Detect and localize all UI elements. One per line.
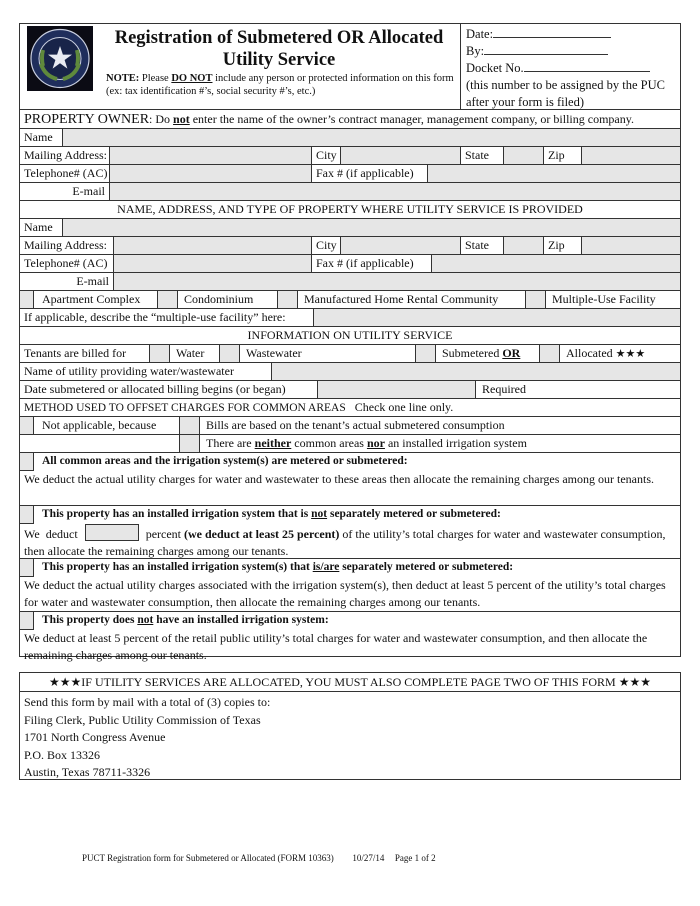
mailing-notice-box [19,672,681,780]
puc-seal-logo [27,26,93,91]
not-applicable-row-1 [20,417,680,435]
form-title [98,27,460,71]
mail-line: Filing Clerk, Public Utility Commission of Texas [24,712,261,727]
property-zip-input[interactable] [582,237,680,254]
owner-mailing-row [20,147,680,165]
property-name-row [20,219,680,237]
owner-name-label: Name [20,129,63,146]
option-not-metered-checkbox[interactable] [20,506,34,524]
opt3-title-u: is/are [312,561,340,573]
option-metered-title-row [20,453,680,471]
texas-star-seal-icon [27,26,93,91]
condominium-checkbox[interactable] [158,291,178,308]
owner-mailing-label: Mailing Address: [20,147,110,164]
date-field[interactable] [493,26,611,38]
footer-date: 10/27/14 [352,853,385,863]
docket-field[interactable] [524,60,650,72]
owner-name-input[interactable] [63,129,680,146]
privacy-note [106,72,462,98]
docket-note: (this number to be assigned by the PUC after your form is filed) [466,78,665,109]
owner-email-row [20,183,680,201]
owner-city-input[interactable] [341,147,461,164]
allocated-checkbox[interactable] [540,345,560,362]
opt2-body-post: of the utility’s total charges for water and wastewater consumption, then allocate the remaining charges among our tenants. [24,527,666,558]
note-please: Please [141,73,169,84]
by-line [466,43,675,60]
opt2-body-mid: percent [145,527,181,541]
property-email-row [20,273,680,291]
by-field[interactable] [484,43,608,55]
property-phone-label: Telephone# (AC) [20,255,114,272]
owner-heading-note-post: enter the name of the owner’s contract manager, management company, or billing company. [189,112,634,126]
submetered-text: Submetered [442,346,500,360]
by-label: By: [466,44,485,58]
property-name-input[interactable] [63,219,680,236]
owner-phone-label: Telephone# (AC) [20,165,110,182]
wastewater-label: Wastewater [240,345,416,362]
method-instruction: Check one line only. [354,400,454,414]
owner-heading-note-pre: : Do [149,112,174,126]
property-zip-label: Zip [544,237,582,254]
method-heading-row [20,399,680,417]
allocated-label [560,345,680,362]
not-applicable-label: Not applicable, because [34,417,180,434]
option-metered-title: All common areas and the irrigation system(s) are metered or submetered: [42,455,408,467]
reason2-nor: nor [366,436,385,450]
property-fax-input[interactable] [432,255,680,272]
owner-fax-input[interactable] [428,165,680,182]
utility-provider-row [20,363,680,381]
docket-line [466,60,675,77]
footer-form-name: PUCT Registration form for Submetered or Allocated (FORM 10363) [82,853,334,863]
opt2-body-pre: We deduct [24,527,78,541]
property-phone-input[interactable] [114,255,312,272]
date-line [466,26,675,43]
owner-zip-input[interactable] [582,147,680,164]
option-metered-checkbox[interactable] [20,453,34,471]
utility-heading-row [20,327,680,345]
opt4-title-pre: This property does [42,614,138,626]
owner-phone-input[interactable] [110,165,312,182]
billed-for-row [20,345,680,363]
property-city-input[interactable] [341,237,461,254]
opt2-title-post: separately metered or submetered: [327,508,501,520]
water-checkbox[interactable] [150,345,170,362]
owner-email-label: E-mail [20,183,110,200]
opt2-title-pre: This property has an installed irrigation system that is [42,508,312,520]
owner-state-label: State [461,147,504,164]
billing-begin-label: Date submetered or allocated billing begins (or began) [20,381,318,398]
reason2-pre: There are [206,436,255,450]
mail-line: Send this form by mail with a total of (3) copies to: [24,695,271,709]
property-email-input[interactable] [114,273,680,290]
opt4-title-u: not [137,614,154,626]
property-state-label: State [461,237,504,254]
multi-use-describe-row [20,309,680,327]
deduct-percent-input[interactable] [85,524,139,541]
option-separately-metered-title-row [20,559,680,577]
owner-email-input[interactable] [110,183,680,200]
property-mailing-row [20,237,680,255]
page-footer [82,853,436,863]
submetered-label [436,345,540,362]
required-label: Required [482,382,526,396]
reason2-post: an installed irrigation system [384,436,527,450]
note-do-not: DO NOT [171,73,213,84]
property-name-label: Name [20,219,63,236]
or-text: OR [502,346,521,360]
property-heading: NAME, ADDRESS, AND TYPE OF PROPERTY WHERE UTILITY SERVICE IS PROVIDED [117,202,583,216]
opt4-title-post: have an installed irrigation system: [153,614,329,626]
wastewater-checkbox[interactable] [220,345,240,362]
owner-name-row [20,129,680,147]
owner-city-label: City [312,147,341,164]
not-applicable-row-2 [20,435,680,453]
note-prefix: NOTE: [106,73,140,84]
multiple-use-facility-label: Multiple-Use Facility [552,292,656,306]
manufactured-home-checkbox[interactable] [278,291,298,308]
allocated-text: Allocated [566,346,613,360]
option-not-metered-title [34,506,680,524]
form-title-line1: Registration of Submetered OR Allocated [114,28,444,48]
submetered-checkbox[interactable] [416,345,436,362]
form-header [19,23,461,110]
not-applicable-spacer [20,435,180,452]
property-phone-row [20,255,680,273]
owner-heading-row [20,110,680,129]
owner-heading-note-not: not [173,112,190,126]
option-separately-metered-checkbox[interactable] [20,559,34,577]
docket-label: Docket No. [466,61,524,75]
billing-begin-input[interactable] [318,381,476,398]
owner-heading [20,110,680,128]
apartment-complex-label: Apartment Complex [34,291,158,308]
note-rest: include any person or protected information on this form (ex: tax identification #’s, social security #’s, etc.) [106,73,454,97]
allocated-warning-banner: ★★★IF UTILITY SERVICES ARE ALLOCATED, YOU MUST ALSO COMPLETE PAGE TWO OF THIS FORM ★★★ [20,673,680,692]
property-email-label: E-mail [20,273,114,290]
option-no-irrigation-title [34,612,680,630]
date-label: Date: [466,27,494,41]
option-metered-body: We deduct the actual utility charges for water and wastewater to these areas then allocate the remaining charges among our tenants. [20,471,680,506]
mail-line: 1701 North Congress Avenue [24,730,166,744]
billed-for-label: Tenants are billed for [20,345,150,362]
water-label: Water [170,345,220,362]
office-use-box [460,23,681,110]
main-form [19,109,681,662]
property-mailing-input[interactable] [114,237,312,254]
method-heading-title: METHOD USED TO OFFSET CHARGES FOR COMMON AREAS [24,402,346,414]
property-state-input[interactable] [504,237,544,254]
mail-line: P.O. Box 13326 [24,747,101,762]
property-fax-label: Fax # (if applicable) [312,255,432,272]
submetered-consumption-label: Bills are based on the tenant’s actual submetered consumption [206,418,505,432]
form-title-line2: Utility Service [222,50,336,70]
apartment-complex-checkbox[interactable] [20,291,34,308]
owner-state-input[interactable] [504,147,544,164]
opt2-title-u: not [311,508,328,520]
reason2-mid: common areas [291,436,367,450]
option-no-irrigation-checkbox[interactable] [20,612,34,630]
option-no-irrigation-title-row [20,612,680,630]
multi-use-describe-label: If applicable, describe the “multiple-use facility” here: [20,309,314,326]
condominium-label: Condominium [178,291,278,308]
not-applicable-checkbox[interactable] [20,417,34,434]
property-type-row [20,291,680,309]
utility-heading: INFORMATION ON UTILITY SERVICE [247,328,453,342]
utility-provider-label: Name of utility providing water/wastewater [20,363,272,380]
submetered-consumption-checkbox[interactable] [180,417,200,434]
star-icon: ★★★ [615,347,646,360]
billing-begin-row [20,381,680,399]
opt2-body-bold: (we deduct at least 25 percent) [184,527,340,541]
manufactured-home-label: Manufactured Home Rental Community [298,291,526,308]
method-heading [20,399,680,416]
option-separately-metered-title [34,559,680,577]
mail-line: Austin, Texas 78711-3326 [24,765,151,779]
option-not-metered-title-row [20,506,680,524]
property-mailing-label: Mailing Address: [20,237,114,254]
owner-mailing-input[interactable] [110,147,312,164]
utility-provider-input[interactable] [272,363,680,380]
reason2-neither: neither [254,436,292,450]
owner-phone-row [20,165,680,183]
property-heading-row [20,201,680,219]
mailing-instructions [20,692,680,784]
opt3-title-pre: This property has an installed irrigation system(s) that [42,561,313,573]
multi-use-describe-input[interactable] [314,309,680,326]
owner-zip-label: Zip [544,147,582,164]
option-not-metered-body [20,524,680,559]
option-no-irrigation-body: We deduct at least 5 percent of the retail public utility’s total charges for water and wastewater consumption, and then allocate the remaining charges among our tenants. [24,631,648,662]
no-common-areas-checkbox[interactable] [180,435,200,452]
option-separately-metered-body: We deduct the actual utility charges associated with the irrigation system(s), then deduct at least 5 percent of the utility’s total charges for water and wastewater consumption, then allocate the remaining charges among our tenants. [20,577,680,612]
footer-page: Page 1 of 2 [394,853,436,863]
owner-fax-label: Fax # (if applicable) [312,165,428,182]
multiple-use-facility-checkbox[interactable] [526,291,546,308]
owner-heading-title: PROPERTY OWNER [24,112,150,127]
opt3-title-post: separately metered or submetered: [339,561,514,573]
no-common-areas-label [200,435,680,452]
property-city-label: City [312,237,341,254]
